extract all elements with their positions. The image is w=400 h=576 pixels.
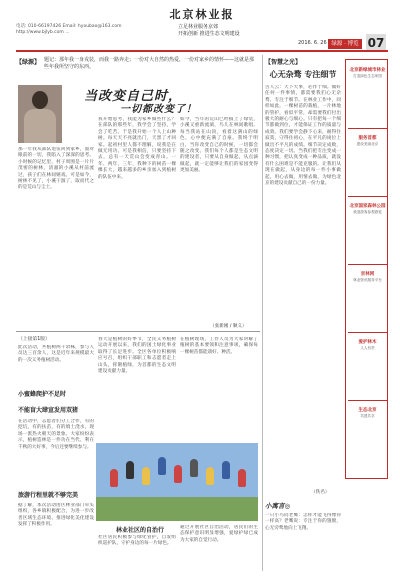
- ad-text: 林业资讯服务平台: [353, 278, 382, 282]
- fable-body: 一只小鸟问老鹰：怎样才能飞得像你一样高？老鹰说：专注于你的翅膀，心无旁骛地向上飞翔。: [265, 513, 341, 531]
- article-column-3: 如今，当年的荒山已经披上了绿装，小溪又重新流淌，鸟儿在林间歌唱。每当我站在山顶，看着这满山的绿色，心中便充满了自豪。我终于明白，当你改变自己的时候，一切都会随之改变。我们每个人都是生态文明的建设者，只要从自身做起，从点滴做起，就一定能够让我们的家园变得更加美丽。: [180, 117, 258, 174]
- section-label: 【绿源】: [16, 59, 41, 66]
- slogan-line-1: 立足林业服务京郊: [178, 24, 219, 30]
- article-intro: 题记：那年我一身戎装，而我一路奔走；一份对大自然的热爱，一份对家乡的情怀——这就是那些年我所坚守的东西。: [44, 57, 255, 70]
- masthead: [16, 6, 388, 52]
- ad-title: 服务首都: [358, 136, 377, 141]
- news-text-4: 春天是植树的好季节，全民义务植树运动开展以来，我们的国土绿化事业取得了长足进步。全区各单位积极响应号召，组织干部职工和志愿者走上山头，挥锹植绿，为首都的生态文明建设贡献力量。: [98, 337, 176, 375]
- right-column: [265, 55, 388, 571]
- continued-label: （上接第1版）: [18, 337, 50, 342]
- ad-text: 打造绿色生态家园: [353, 74, 382, 78]
- photo-person: [110, 469, 118, 487]
- contact-line: 电话: 010-66197426 Email: hyoubao@163.com: [16, 24, 122, 29]
- article-column-2: 我开始思考，我能为家乡做些什么？在部队的那些年，我学会了坚持，学会了吃苦。于是我开始一个人上山种树。每天天不亮就出门，天黑了才回家。起初村里人都不理解，说我是在做无用功。可是我相信，只要坚持下去，总有一天荒山会变成青山。一年、两年、三年，我种下的树苗一棵棵长大，越来越多的乡亲加入到植树的队伍中来。: [98, 117, 176, 180]
- ad-item: [348, 136, 387, 147]
- ad-sidebar: [345, 59, 388, 479]
- photo-figure-body: [24, 109, 56, 143]
- right-section-label: 【智慧之光】: [265, 59, 302, 66]
- ad-divider: [348, 264, 387, 265]
- article-title: [44, 85, 258, 113]
- page-number: 07: [367, 36, 385, 50]
- section-divider: [16, 331, 260, 332]
- ad-title: 京林网: [360, 272, 375, 277]
- slogan-line-2: 开拓创新 推进生态文明建设: [178, 31, 240, 37]
- news-text-5: 在植树现场，工作人员为大家讲解了植树的基本要领和注意事项，确保每一棵树苗都能栽好、种活。: [180, 337, 258, 355]
- photo-person: [190, 459, 198, 477]
- ad-title: 北京新绿城市林业: [349, 68, 386, 73]
- ad-divider: [348, 196, 387, 197]
- ad-text: 欢迎游客参观游览: [353, 210, 382, 214]
- section-tab: 绿源 · 博览: [328, 39, 362, 49]
- subheading-3: 旅游行程里就不够完美: [18, 492, 79, 499]
- news-text-6: 社区居民积极参与绿化管护，自发组织巡护队，守护身边的每一片绿色。: [98, 535, 176, 547]
- photo-person: [222, 461, 230, 479]
- ad-divider: [348, 332, 387, 333]
- paper-name: 北京林业报: [169, 8, 235, 21]
- ad-item: [348, 272, 387, 283]
- ad-text: 共建共享: [360, 414, 375, 418]
- ad-text: 建设美丽北京: [356, 142, 379, 146]
- news-text-3: 据了解，本次活动由区林业部门牵头组织，各乡镇积极配合，为进一步改善区域生态环境、推进绿化美化建设发挥了积极作用。: [18, 503, 94, 528]
- photo-ground: [96, 497, 258, 521]
- photo-person: [126, 461, 134, 479]
- news-text-7: 通过开展社区自治活动，居民们的生态保护意识明显增强，爱绿护绿已成为大家的自觉行动。: [180, 525, 258, 543]
- ad-title: 北京国家森林公园: [349, 204, 386, 209]
- ad-divider: [348, 128, 387, 129]
- ad-divider: [348, 400, 387, 401]
- article-column-1: 那一年我从部队退伍回到家乡，面对眼前的一切，我陷入了深深的思考。小时候的记忆里，村子周围是一片片茂密的树林，清澈的小溪从村前流过，孩子们在林间嬉戏。可是如今，树林不见了，小溪干涸了，取而代之的是荒山与尘土。: [18, 147, 94, 191]
- photo-person: [238, 469, 246, 487]
- group-jump-photo: [96, 443, 258, 521]
- article-author: （张新刚 / 顺义）: [210, 324, 247, 329]
- title-sub: 一切都改变了！: [120, 104, 197, 115]
- main-article-area: [16, 55, 260, 571]
- issue-date: 2016. 6. 26: [298, 40, 327, 46]
- news-text-2: 在活动中，志愿者们分工合作，有的挖坑，有的扶苗，有的填土浇水，现场一派热火朝天的景象。大家纷纷表示，植树造林是一件功在当代、利在千秋的大好事，今后还要继续参与。: [18, 419, 94, 450]
- ad-item: [348, 340, 387, 351]
- column-divider: [262, 55, 263, 571]
- right-headline: 心无杂骛 专注细节: [269, 69, 337, 79]
- subheading-4: 林业社区的自治行: [116, 527, 165, 534]
- subheading-2: 不能盲大肆宣发用双猪: [18, 407, 79, 414]
- right-article-body: 古人云：天下大事，必作于细。做好任何一件事情，都需要我们心无杂骛、专注于细节。在林业工作中，同样如此。一棵树苗的栽植，一片林地的管护，看似平常，却需要我们付出极大的耐心与细心。只有把每一个细节都做到位，才能保证工作的质量与成效。我们要学会静下心来，耐得住寂寞，守得住初心，在平凡的岗位上做出不平凡的成绩。细节决定成败，态度决定一切。当我们把专注变成一种习惯，把认真变成一种品质，就没有什么困难是不能克服的。让我们从现在做起，从身边的每一件小事做起，用心去做，用情去做，为绿色北京的建设贡献自己的一份力量。: [265, 85, 341, 187]
- ad-title: 生态北京: [358, 408, 377, 413]
- ad-item: [348, 408, 387, 419]
- photo-person: [174, 465, 182, 483]
- photo-person: [142, 467, 150, 485]
- ad-text: 人人有责: [360, 346, 375, 350]
- ad-item: [348, 204, 387, 215]
- photo-person: [206, 467, 214, 485]
- ad-title: 爱护林木: [358, 340, 377, 345]
- header-rule: [16, 50, 388, 52]
- title-main: 当改变自己时，: [84, 89, 183, 104]
- fable-heading: 小寓言◎: [265, 502, 291, 510]
- right-article-author: （佚名）: [311, 490, 330, 495]
- ad-item: [348, 68, 387, 79]
- subheading-1: 小蜜蜂爬护不足时: [18, 391, 67, 398]
- news-text-1: 此次活动，共植树两千余株，参与人员达三百余人，这是近年来规模最大的一次义务植树活动。: [18, 345, 94, 363]
- photo-person: [158, 457, 166, 475]
- website-line: http://www.bjlyb.com ...: [16, 30, 70, 35]
